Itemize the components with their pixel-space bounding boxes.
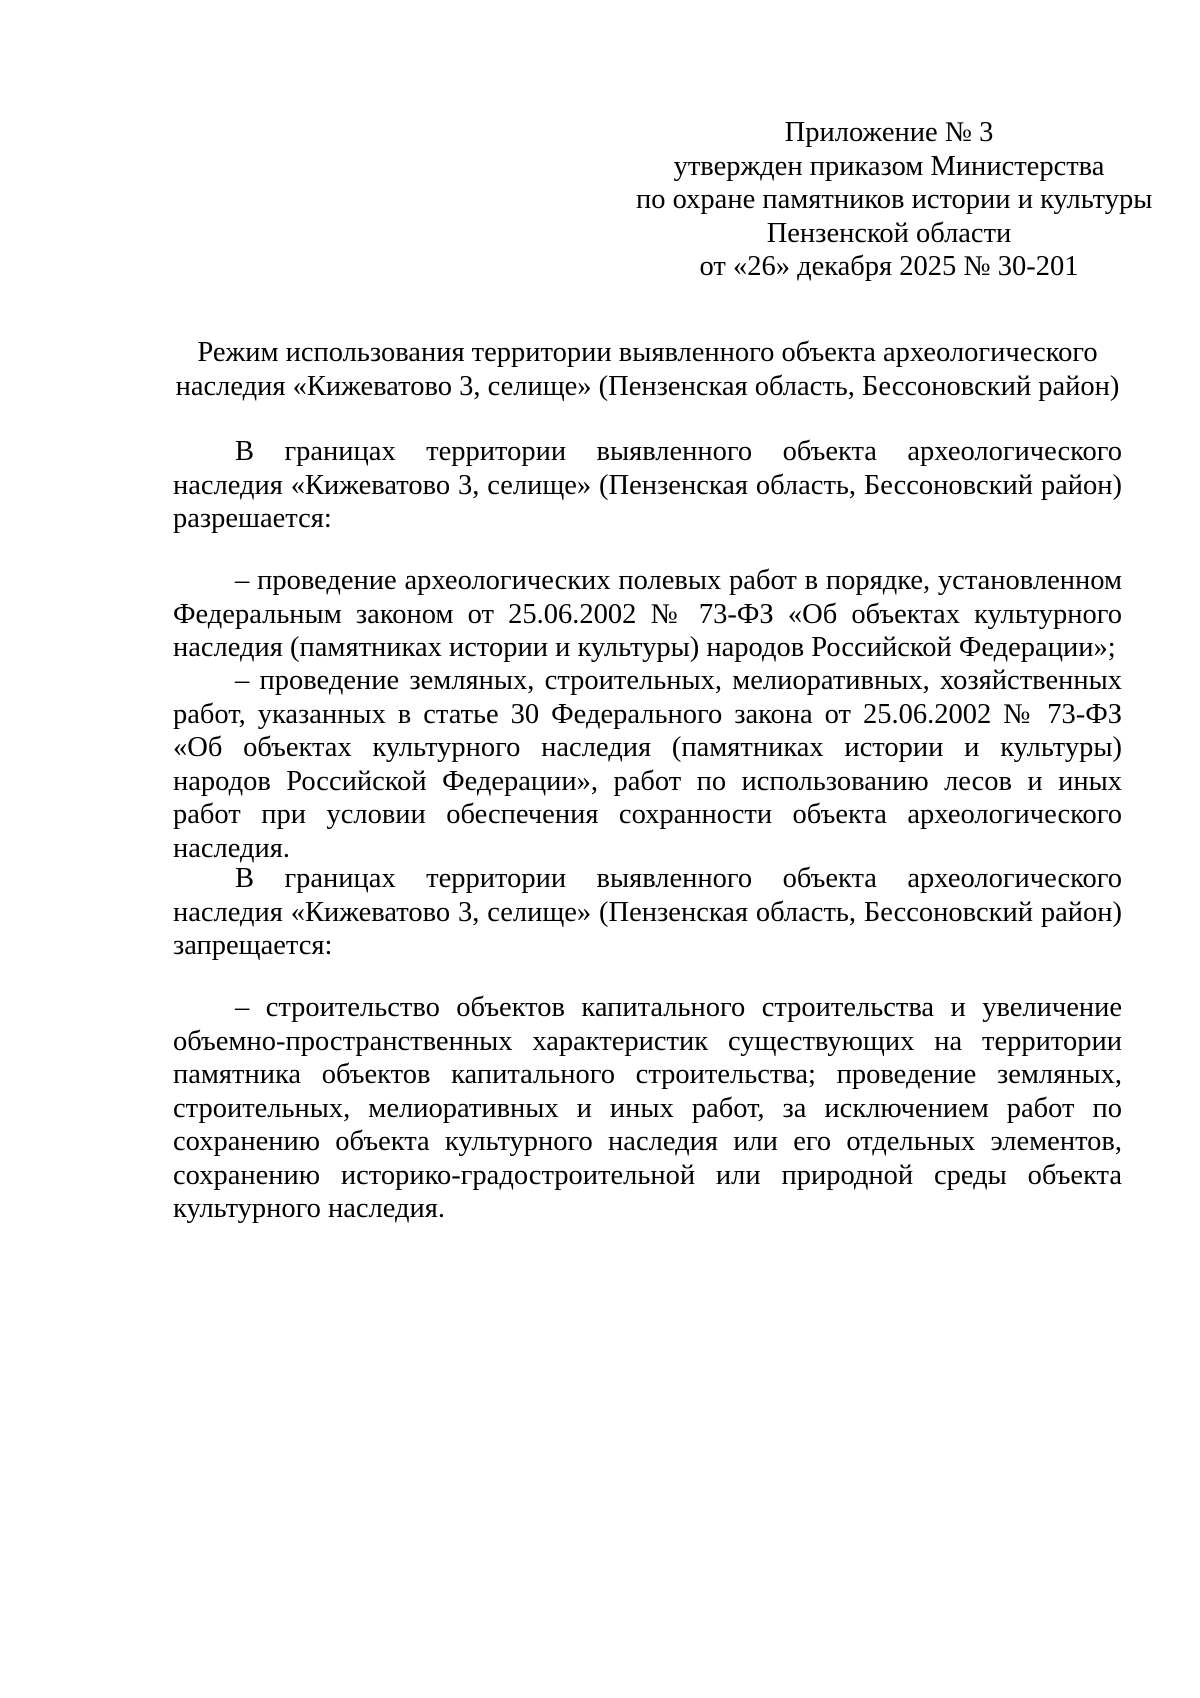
title-line-1: Режим использования территории выявленного объекта археологического xyxy=(197,337,1098,368)
approval-line-date: от «26» декабря 2025 № 30-201 xyxy=(699,251,1079,282)
approval-header xyxy=(636,116,1153,284)
allowed-item-earth-works: – проведение земляных, строительных, мелиоративных, хозяйственных работ, указанных в статье 30 Федерального закона от 25.06.2002 № 73-ФЗ «Об объектах культурного наследия (памятниках истории и культуры) народов Российской Федерации», работ по использованию лесов и иных работ при условии обеспечения сохранности объекта археологического наследия. xyxy=(173,665,1122,864)
approval-line-ministry: по охране памятников истории и культуры xyxy=(636,184,1153,215)
forbidden-intro-paragraph: В границах территории выявленного объекта археологического наследия «Кижеватово 3, селище» (Пензенская область, Бессоновский район) запрещается: xyxy=(173,863,1122,961)
approval-line-appendix: Приложение № 3 xyxy=(784,117,994,148)
forbidden-item-construction: – строительство объектов капитального строительства и увеличение объемно-пространственных характеристик существующих на территории памятника объектов капитального строительства; проведение земляных, строительных, мелиоративных и иных работ, за исключением работ по сохранению объекта культурного наследия или его отдельных элементов, сохранению историко-градостроительной или природной среды объекта культурного наследия. xyxy=(173,992,1122,1224)
allowed-item-archaeological-works: – проведение археологических полевых работ в порядке, установленном Федеральным законом от 25.06.2002 № 73-ФЗ «Об объектах культурного наследия (памятниках истории и культуры) народов Российской Федерации»; xyxy=(173,565,1122,663)
approval-line-approved: утвержден приказом Министерства xyxy=(673,150,1105,182)
title-line-2: наследия «Кижеватово 3, селище» (Пензенская область, Бессоновский район) xyxy=(175,370,1120,402)
approval-line-region: Пензенской области xyxy=(766,217,1012,249)
allowed-intro-paragraph: В границах территории выявленного объекта археологического наследия «Кижеватово 3, селище» (Пензенская область, Бессоновский район) разрешается: xyxy=(173,436,1122,534)
document-title xyxy=(173,336,1122,403)
